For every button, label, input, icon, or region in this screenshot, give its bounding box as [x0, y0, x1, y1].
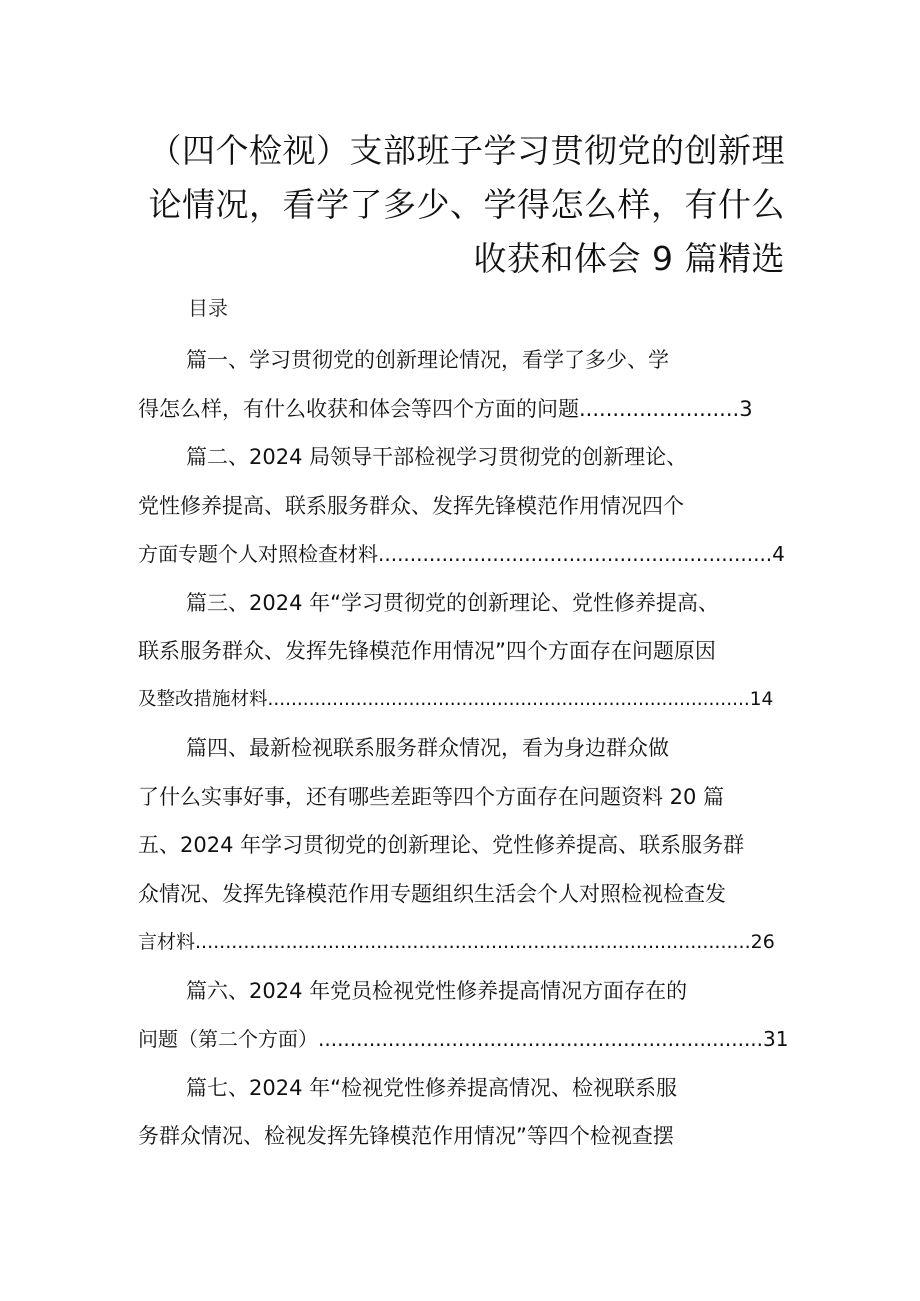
title-line: （四个检视）支部班子学习贯彻党的创新理: [148, 131, 785, 170]
toc-heading: 目录: [188, 296, 228, 320]
toc-line[interactable]: 务群众情况、检视发挥先锋模范作用情况”等四个检视查摆: [138, 1124, 674, 1148]
toc-line[interactable]: 党性修养提高、联系服务群众、发挥先锋模范作用情况四个: [138, 493, 684, 518]
toc-line[interactable]: 联系服务群众、发挥先锋模范作用情况”四个方面存在问题原因: [138, 639, 716, 663]
toc-line[interactable]: 问题（第二个方面）......................................................................31: [138, 1027, 789, 1051]
toc-line[interactable]: 篇六、2024 年党员检视党性修养提高情况方面存在的: [186, 978, 688, 1003]
toc-line[interactable]: 得怎么样，有什么收获和体会等四个方面的问题........................3: [138, 396, 753, 421]
toc-line[interactable]: 篇七、2024 年“检视党性修养提高情况、检视联系服: [186, 1075, 677, 1100]
toc-line[interactable]: 五、2024 年学习贯彻党的创新理论、党性修养提高、联系服务群: [138, 833, 745, 857]
title-line: 收获和体会 9 篇精选: [473, 239, 785, 278]
title-line: 论情况，看学了多少、学得怎么样，有什么: [148, 185, 785, 224]
toc-line[interactable]: 及整改措施材料..................................................................................14: [138, 688, 774, 710]
toc-line[interactable]: 篇四、最新检视联系服务群众情况，看为身边群众做: [186, 736, 669, 760]
table-of-contents: [138, 336, 788, 1161]
toc-line[interactable]: 方面专题个人对照检查材料..............................................................4: [138, 542, 785, 566]
toc-line[interactable]: 言材料............................................................................................26: [138, 931, 775, 953]
toc-line[interactable]: 篇一、学习贯彻党的创新理论情况，看学了多少、学: [186, 348, 669, 372]
toc-line[interactable]: 篇三、2024 年“学习贯彻党的创新理论、党性修养提高、: [186, 590, 719, 615]
toc-line[interactable]: 篇二、2024 局领导干部检视学习贯彻党的创新理论、: [186, 445, 688, 469]
document-title: [140, 124, 785, 286]
toc-line[interactable]: 了什么实事好事，还有哪些差距等四个方面存在问题资料 20 篇: [138, 784, 725, 809]
toc-line[interactable]: 众情况、发挥先锋模范作用专题组织生活会个人对照检视检查发: [138, 881, 726, 906]
